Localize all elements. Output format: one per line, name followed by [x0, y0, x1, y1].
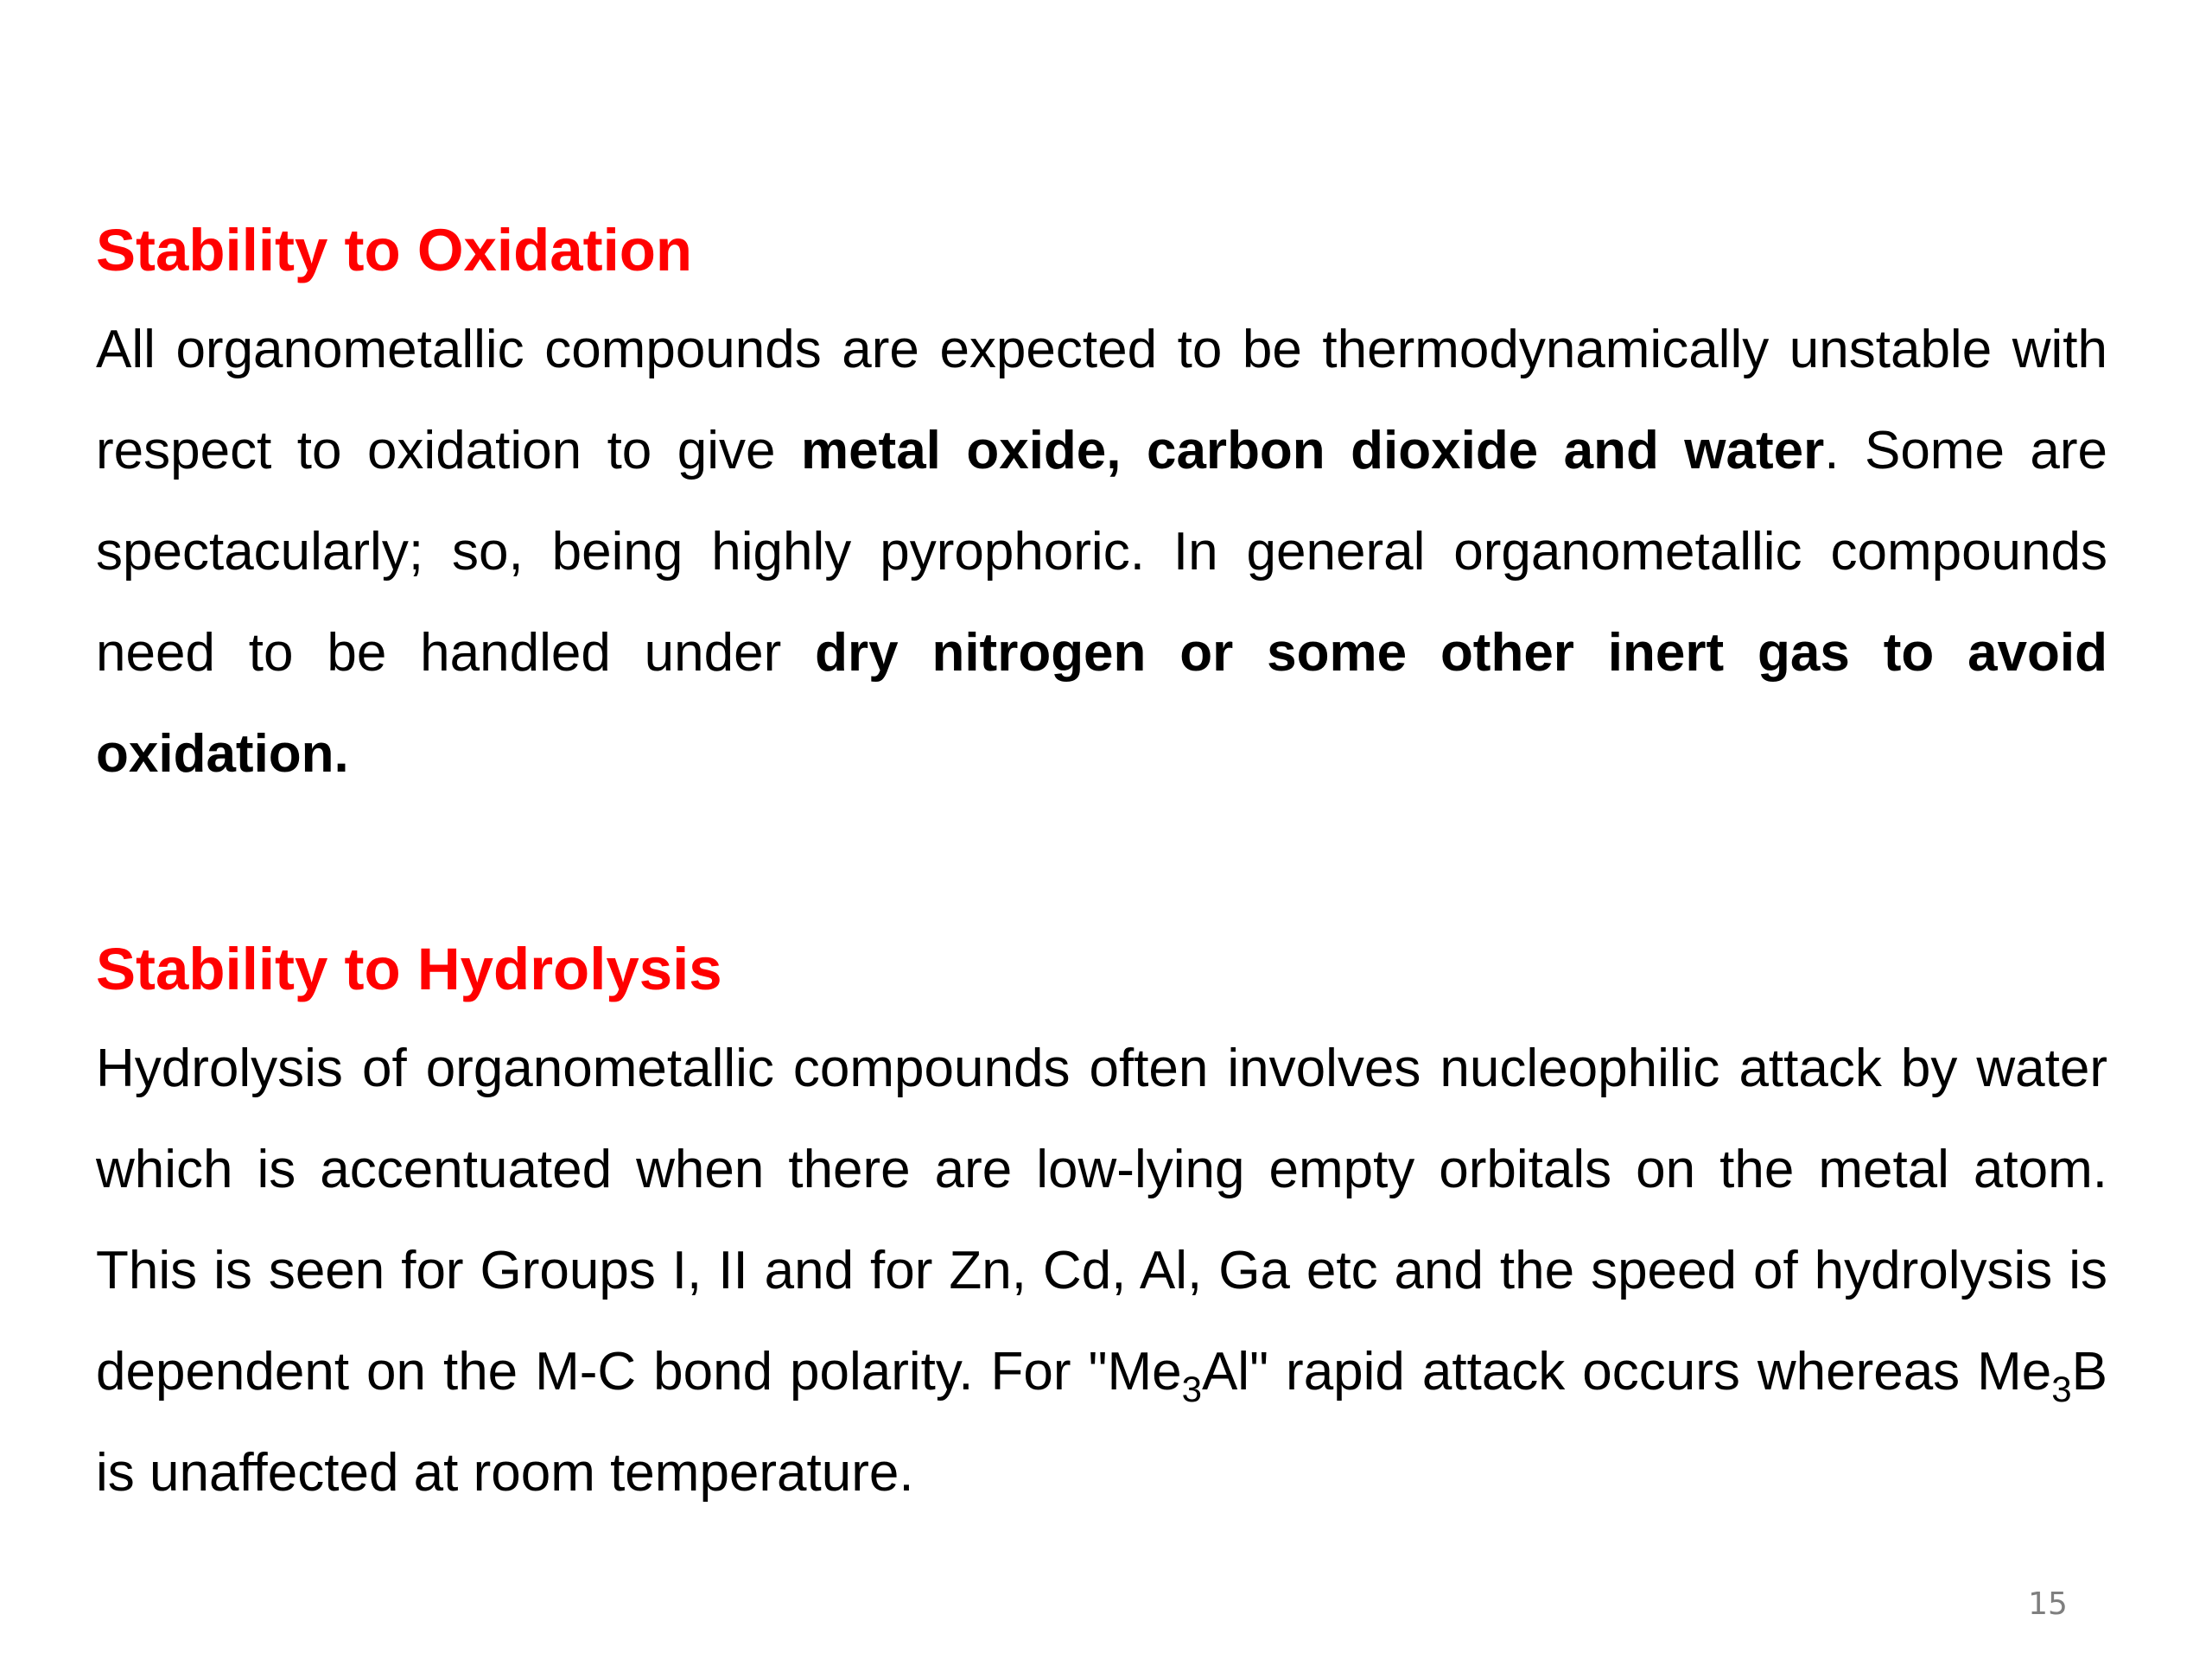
subscript-me3al: 3	[1181, 1369, 1202, 1409]
hydrolysis-text-2: Al" rapid attack occurs whereas Me	[1201, 1342, 2052, 1402]
oxidation-bold-1: metal oxide, carbon dioxide and water	[800, 421, 1825, 480]
hydrolysis-text-3: B is unaffected at room temperature.	[96, 1342, 2107, 1503]
page-number: 15	[2028, 1586, 2068, 1622]
subscript-me3b: 3	[2051, 1369, 2072, 1409]
section-oxidation	[96, 207, 2107, 804]
oxidation-bold-2: dry nitrogen or some other inert gas to avoid oxidation.	[96, 623, 2107, 784]
heading-hydrolysis: Stability to Hydrolysis	[96, 936, 722, 1002]
heading-oxidation: Stability to Oxidation	[96, 217, 693, 283]
section-hydrolysis	[96, 926, 2107, 1523]
paragraph-hydrolysis	[96, 1018, 2107, 1523]
oxidation-text-1: All organometallic compounds are expected to be thermodynamically unstable with respect to oxidation to give	[96, 320, 2107, 480]
oxidation-text-2: . Some are spectacularly; so, being highly pyrophoric. In general organometallic compounds need to be handled under	[96, 421, 2107, 683]
hydrolysis-text-1: Hydrolysis of organometallic compounds often involves nucleophilic attack by water which is accentuated when there are low-lying empty orbitals on the metal atom. This is seen for Groups I, II and for Zn, Cd, Al, Ga etc and the speed of hydrolysis is dependent on the M-C bond polarity. For "Me	[96, 1039, 2107, 1402]
paragraph-oxidation	[96, 299, 2107, 804]
